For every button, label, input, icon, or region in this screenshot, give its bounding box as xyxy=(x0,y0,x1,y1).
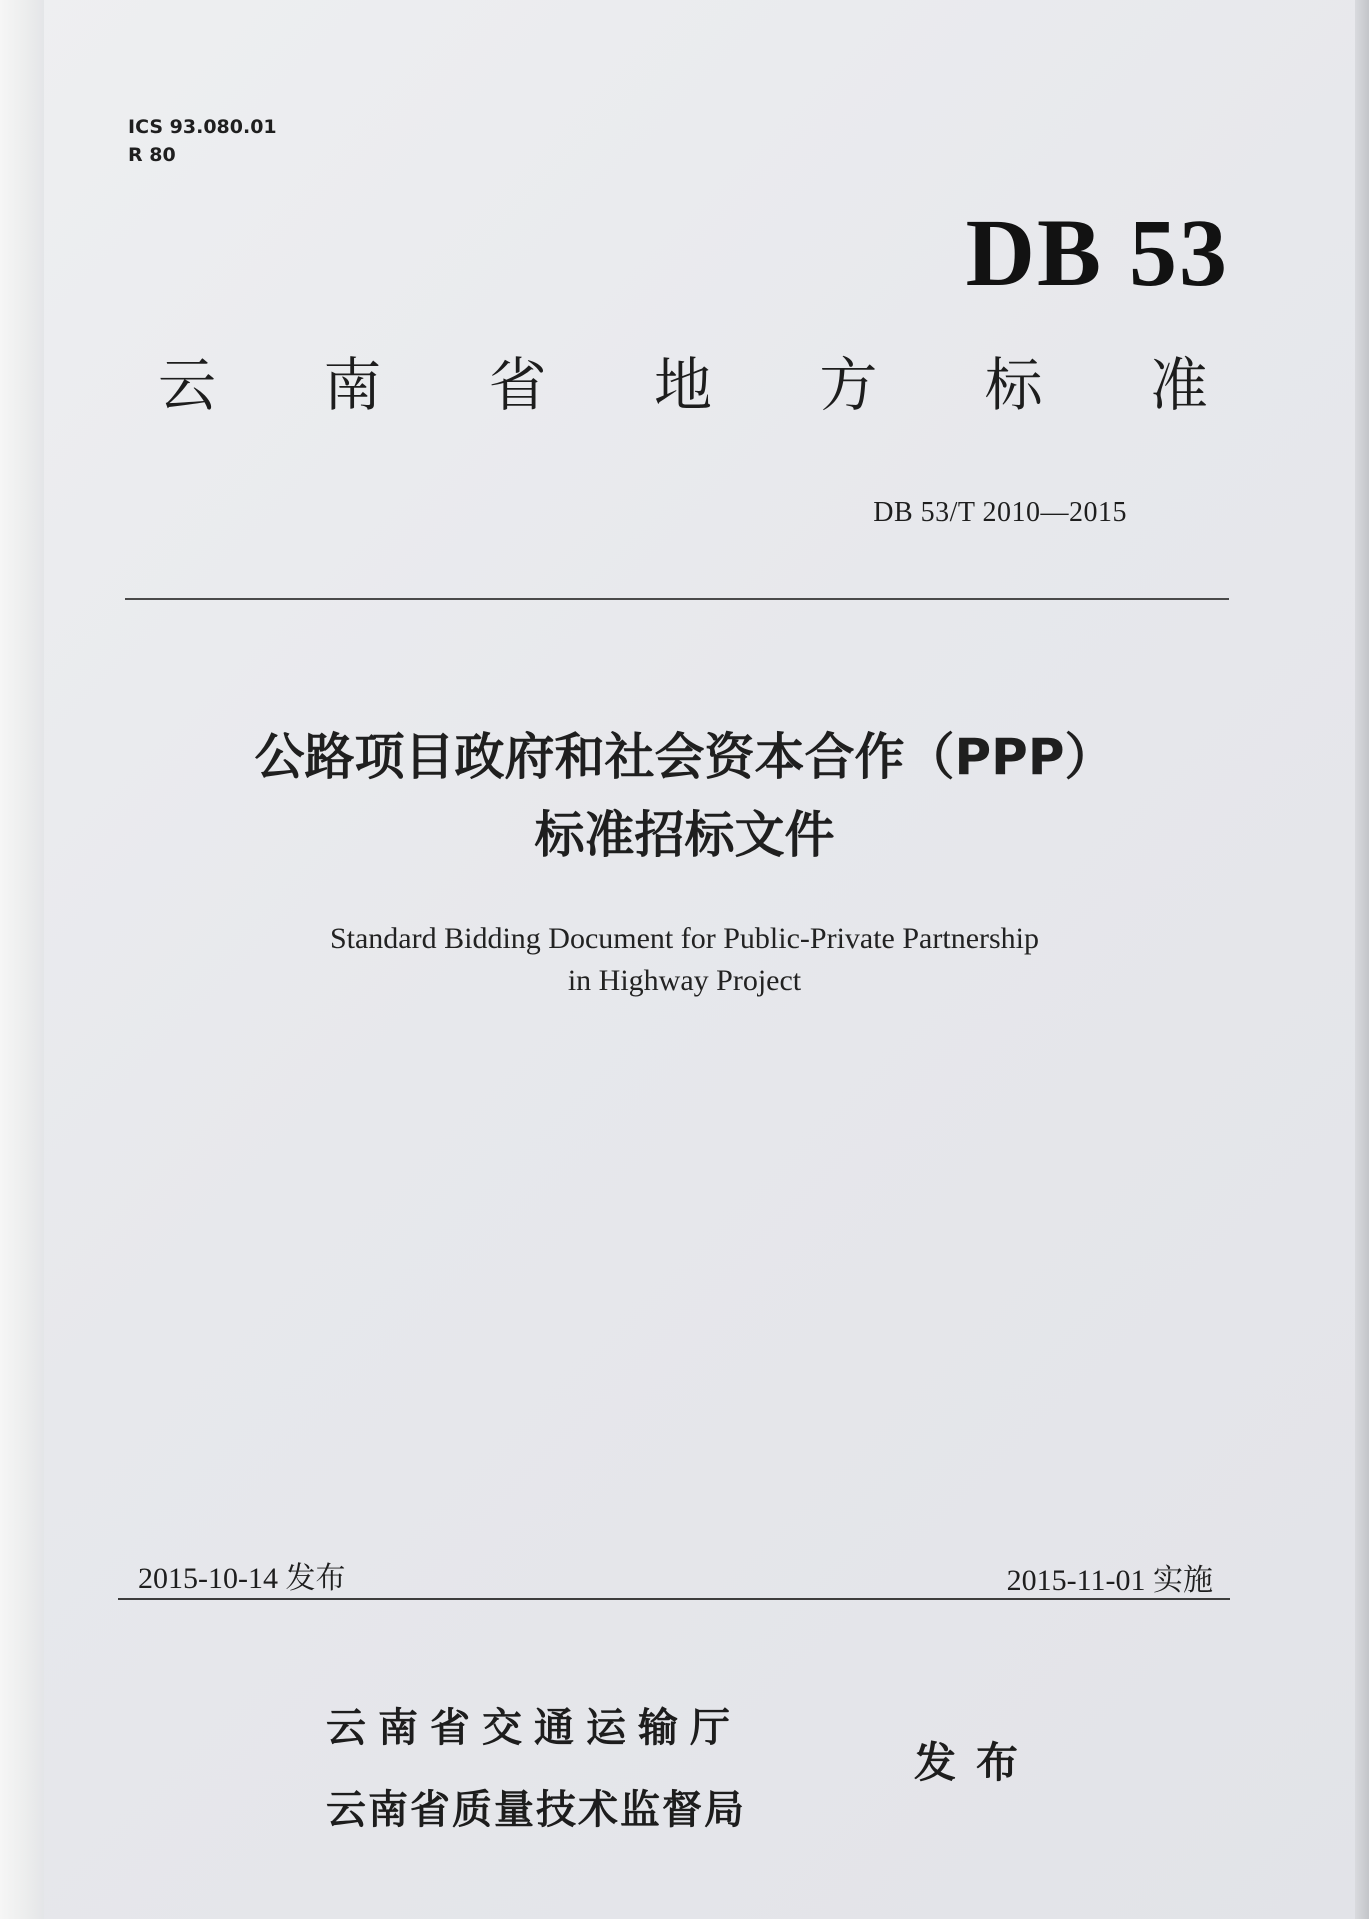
top-divider xyxy=(125,598,1229,600)
ccs-code: R 80 xyxy=(128,144,176,166)
standard-type-char: 地 xyxy=(653,351,712,419)
standard-number: DB 53/T 2010—2015 xyxy=(873,497,1127,528)
publisher-list xyxy=(326,1687,746,1851)
standard-type-char: 云 xyxy=(158,351,217,419)
chinese-title-line-2: 标准招标文件 xyxy=(534,806,835,864)
implementation-date: 2015-11-01 实施 xyxy=(1006,1564,1213,1597)
english-title-line-1: Standard Bidding Document for Public-Private Partnership xyxy=(329,922,1040,955)
standard-type-char: 省 xyxy=(488,351,547,419)
publisher-quality-bureau: 云南省质量技术监督局 xyxy=(326,1787,746,1833)
publish-action: 发布 xyxy=(914,1738,1039,1787)
chinese-title xyxy=(0,718,1369,874)
standard-type-char: 南 xyxy=(323,351,382,419)
issue-date: 2015-10-14 发布 xyxy=(138,1562,346,1595)
standard-type-char: 准 xyxy=(1149,351,1208,419)
standard-type-char: 方 xyxy=(819,351,878,419)
english-title xyxy=(0,918,1369,1002)
ics-code: ICS 93.080.01 xyxy=(128,116,277,138)
chinese-title-line-1: 公路项目政府和社会资本合作（PPP） xyxy=(254,728,1115,786)
standard-mark: DB 53 xyxy=(965,199,1229,306)
english-title-line-2: in Highway Project xyxy=(567,964,802,997)
bottom-divider xyxy=(118,1598,1230,1600)
standard-type-heading xyxy=(158,351,1208,419)
classification-block xyxy=(128,113,277,169)
publisher-transport-department: 云南省交通运输厅 xyxy=(326,1705,742,1751)
standard-type-char: 标 xyxy=(984,351,1043,419)
